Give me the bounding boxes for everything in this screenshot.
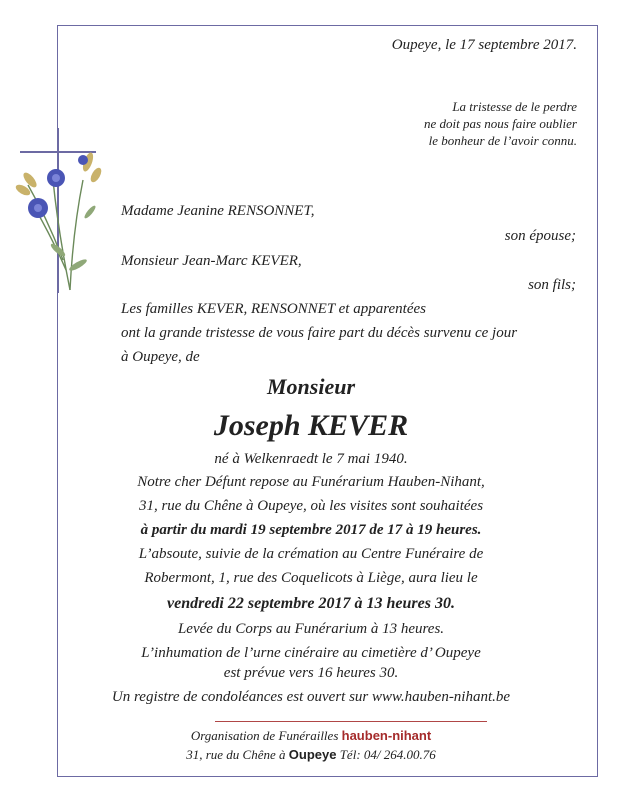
footer-divider (215, 721, 487, 722)
intro-line: Les familles KEVER, RENSONNET et apparentées (121, 301, 426, 317)
address (0, 747, 622, 763)
levee-line: Levée du Corps au Funérarium à 13 heures. (177, 621, 445, 637)
place-date: Oupeye, le 17 septembre 2017. (391, 37, 577, 53)
addr-city: Oupeye (288, 747, 337, 762)
deceased-title: Monsieur (266, 374, 356, 399)
inhumation-line: L’inhumation de l’urne cinéraire au cimetière d’ Oupeye (141, 645, 481, 661)
quote-line: le bonheur de l’avoir connu. (428, 133, 577, 148)
wife-name: Madame Jeanine RENSONNET, (121, 203, 315, 219)
son-name: Monsieur Jean-Marc KEVER, (121, 253, 302, 269)
organisation (0, 728, 622, 744)
absoute-line: L’absoute, suivie de la crémation au Centre Funéraire de (138, 546, 484, 562)
visits-line: à partir du mardi 19 septembre 2017 de 17 à 19 heures. (140, 522, 482, 538)
son-role: son fils; (528, 277, 576, 293)
org-brand: hauben-nihant (341, 728, 432, 743)
deceased-name: Joseph KEVER (213, 409, 409, 442)
org-label: Organisation de Funérailles (190, 728, 339, 743)
wife-role: son épouse; (504, 228, 576, 244)
intro-line: ont la grande tristesse de vous faire part du décès survenu ce jour (121, 325, 518, 341)
quote-line: ne doit pas nous faire oublier (424, 116, 577, 131)
cornflower-icon (8, 140, 108, 300)
quote-line: La tristesse de le perdre (452, 99, 577, 114)
rest-line: 31, rue du Chêne à Oupeye, où les visites sont souhaitées (138, 498, 484, 514)
birth-line: né à Welkenraedt le 7 mai 1940. (214, 451, 408, 467)
quote (424, 98, 577, 149)
inhumation-line: est prévue vers 16 heures 30. (223, 665, 399, 681)
ceremony-line: vendredi 22 septembre 2017 à 13 heures 30. (167, 595, 455, 612)
absoute-line: Robermont, 1, rue des Coquelicots à Liège, aura lieu le (144, 570, 478, 586)
addr-tel: Tél: 04/ 264.00.76 (339, 747, 436, 762)
rest-line: Notre cher Défunt repose au Funérarium Hauben-Nihant, (137, 474, 485, 490)
addr-prefix: 31, rue du Chêne à (186, 747, 286, 762)
intro-line: à Oupeye, de (121, 349, 200, 365)
register-line: Un registre de condoléances est ouvert sur www.hauben-nihant.be (111, 689, 511, 705)
